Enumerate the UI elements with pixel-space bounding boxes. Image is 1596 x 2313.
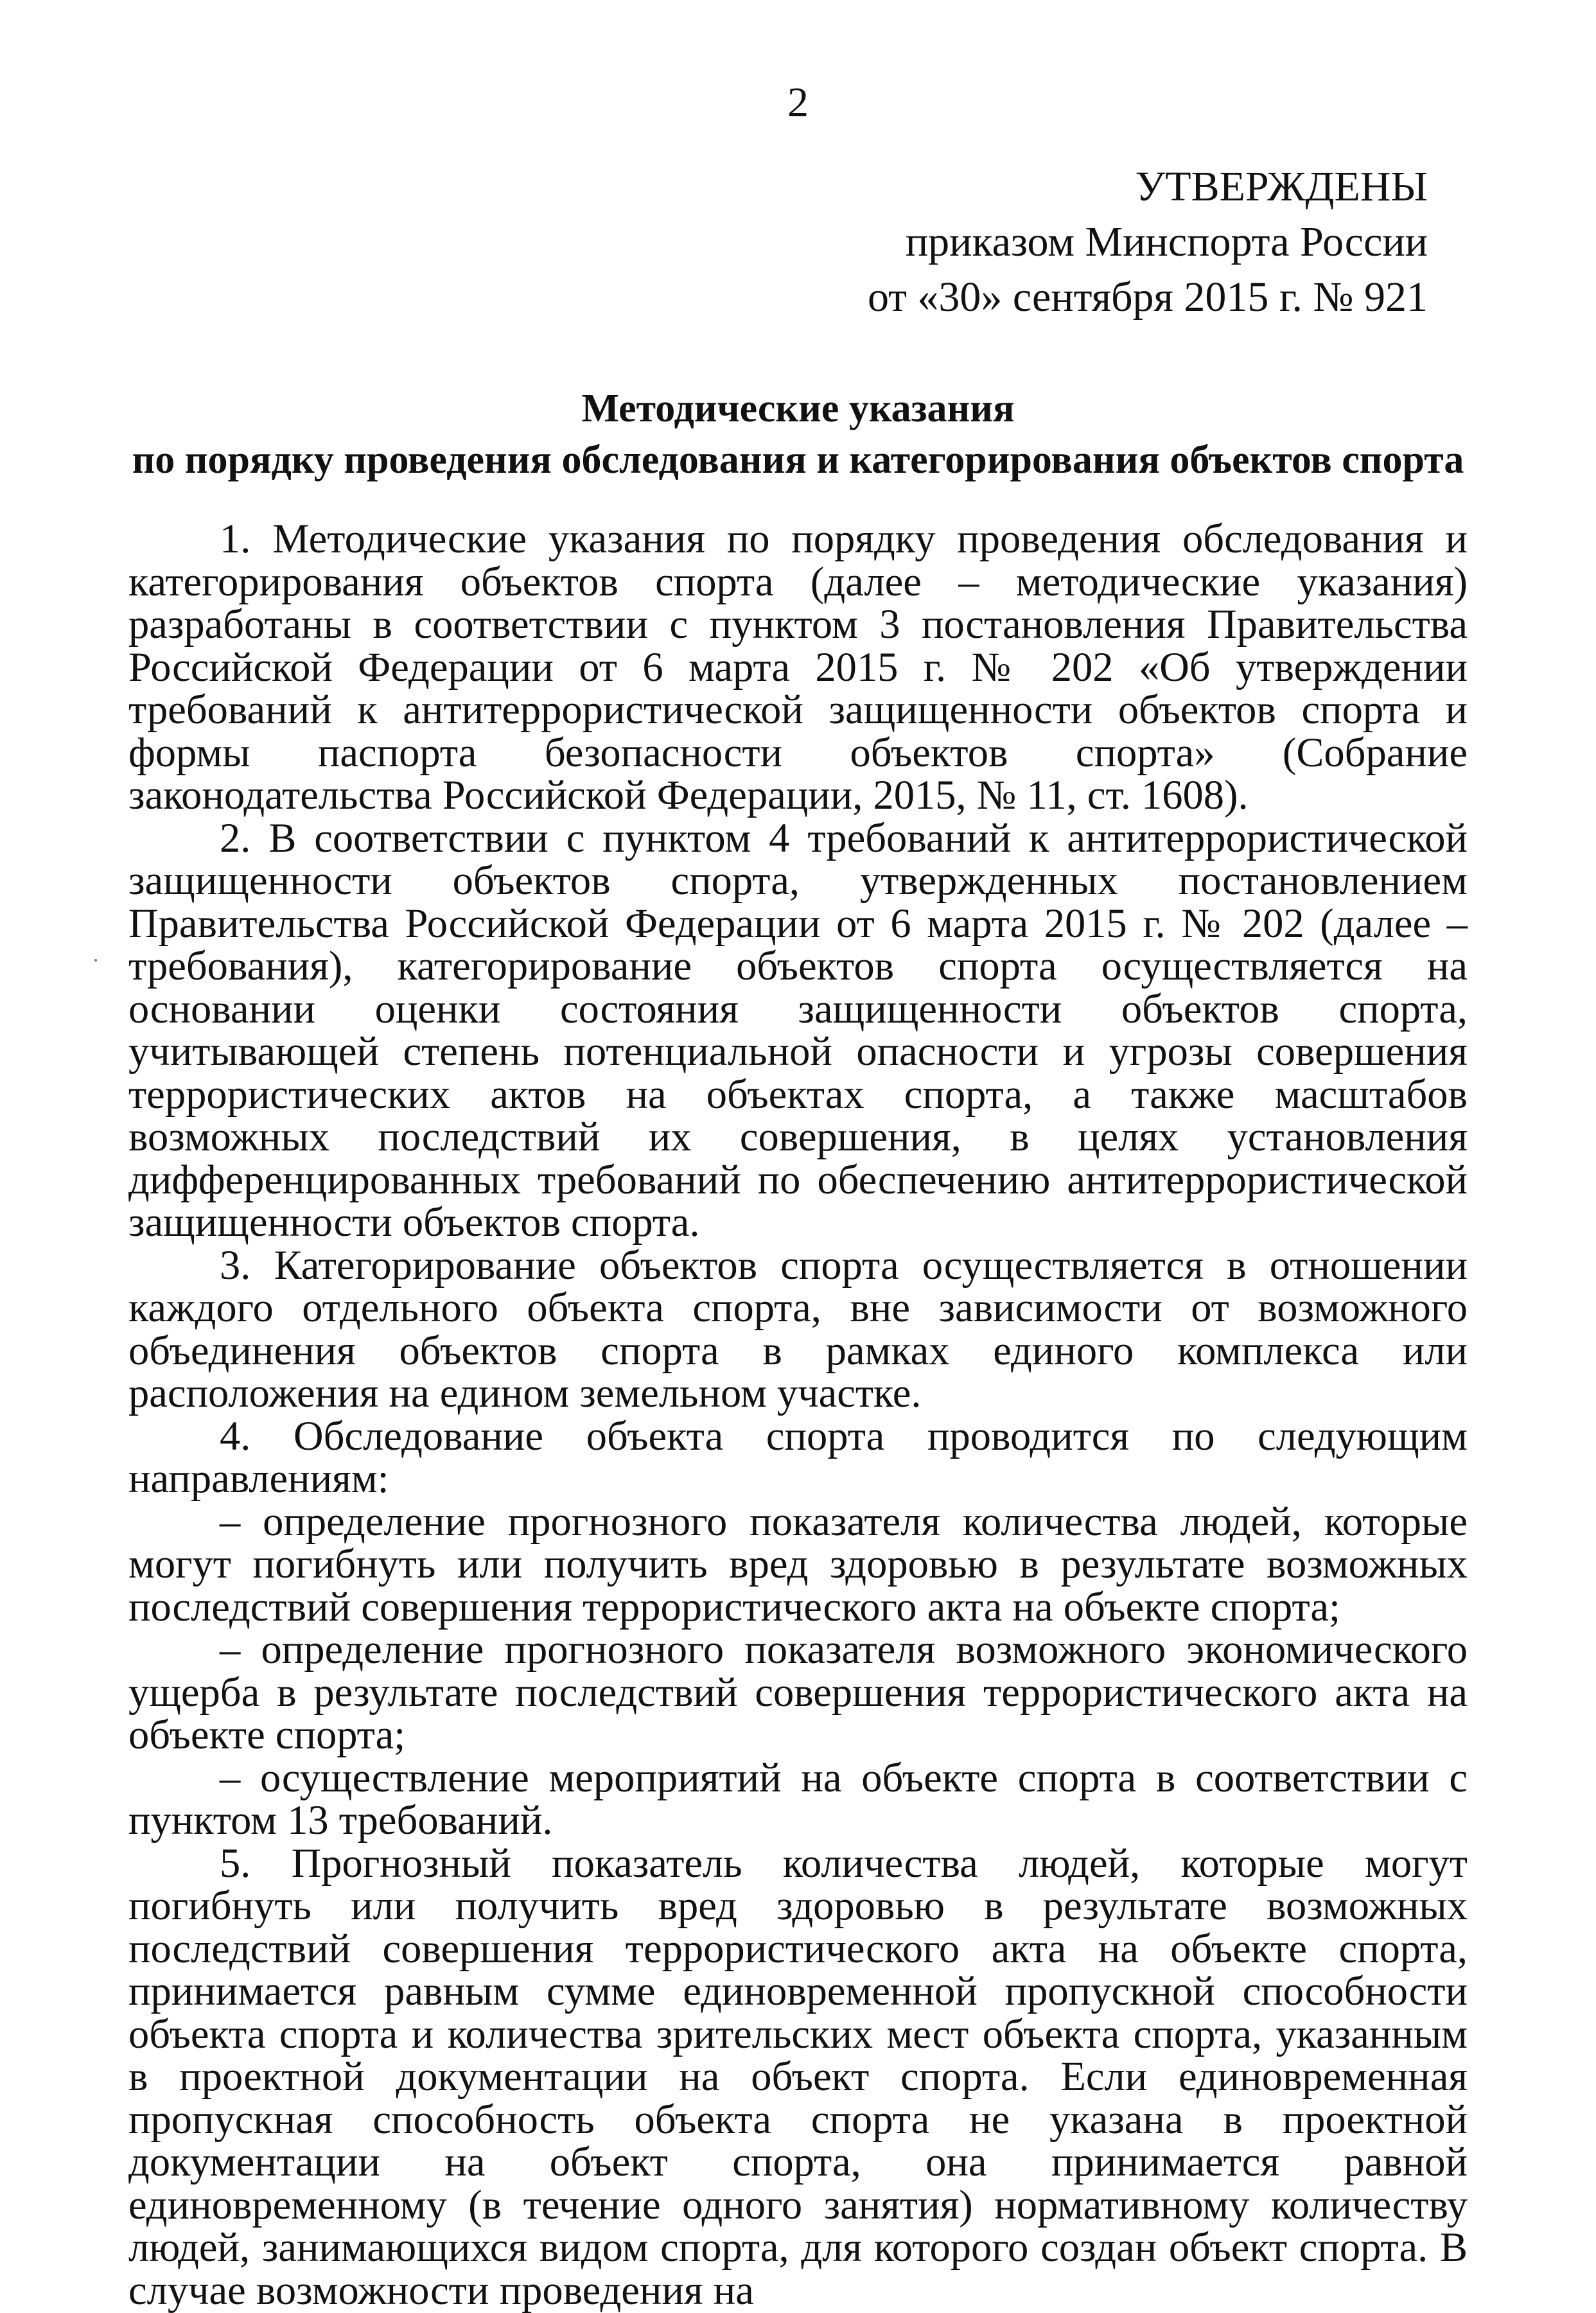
list-item-3: – осуществление мероприятий на объекте спорта в соответствии с пунктом 13 требований. <box>128 1754 1468 1843</box>
paragraph-4: 4. Обследование объекта спорта проводится по следующим направлениям: <box>128 1412 1468 1501</box>
document-body <box>128 518 1468 2312</box>
paragraph-3: 3. Категорирование объектов спорта осуществляется в отношении каждого отдельного объекта спорта, вне зависимости от возможного объединения объектов спорта в рамках единого комплекса или расположения на едином земельном участке. <box>128 1242 1468 1416</box>
paragraph-5: 5. Прогнозный показатель количества людей, которые могут погибнуть или получить вред здоровью в результате возможных последствий совершения террористического акта на объекте спорта, принимается равным сумме единовременной пропускной способности объекта спорта и количества зрительских мест объекта спорта, указанным в проектной документации на объект спорта. Если единовременная пропускная способность объекта спорта не указана в проектной документации на объект спорта, она принимается равной единовременному (в течение одного занятия) нормативному количеству людей, занимающихся видом спорта, для которого создан объект спорта. В случае возможности проведения на <box>128 1840 1468 2313</box>
approval-heading: УТВЕРЖДЕНЫ <box>1135 163 1428 210</box>
scan-speck <box>94 959 97 962</box>
document-title <box>128 383 1468 486</box>
title-line-1: Методические указания <box>581 387 1015 430</box>
approval-date-line: от «30» сентября 2015 г. № 921 <box>867 274 1428 321</box>
approval-stamp <box>868 159 1428 325</box>
list-item-1: – определение прогнозного показателя количества людей, которые могут погибнуть или получить вред здоровью в результате возможных последствий совершения террористического акта на объекте спорта; <box>128 1498 1468 1630</box>
paragraph-2: 2. В соответствии с пунктом 4 требований к антитеррористической защищенности объектов спорта, утвержденных постановлением Правительства Российской Федерации от 6 марта 2015 г. № 202 (далее – требования), категорирование объектов спорта осуществляется на основании оценки состояния защищенности объектов спорта, учитывающей степень потенциальной опасности и угрозы совершения террористических актов на объектах спорта, а также масштабов возможных последствий их совершения, в целях установления дифференцированных требований по обеспечению антитеррористической защищенности объектов спорта. <box>128 814 1468 1245</box>
page-number: 2 <box>787 79 809 126</box>
title-line-2: по порядку проведения обследования и категорирования объектов спорта <box>132 438 1464 482</box>
paragraph-1: 1. Методические указания по порядку проведения обследования и категорирования объектов спорта (далее – методические указания) разработаны в соответствии с пунктом 3 постановления Правительства Российской Федерации от 6 марта 2015 г. № 202 «Об утверждении требований к антитеррористической защищенности объектов спорта и формы паспорта безопасности объектов спорта» (Собрание законодательства Российской Федерации, 2015, № 11, ст. 1608). <box>128 516 1468 818</box>
list-item-2: – определение прогнозного показателя возможного экономического ущерба в результате последствий совершения террористического акта на объекте спорта; <box>128 1626 1468 1757</box>
approval-order-line: приказом Минспорта России <box>905 218 1428 265</box>
